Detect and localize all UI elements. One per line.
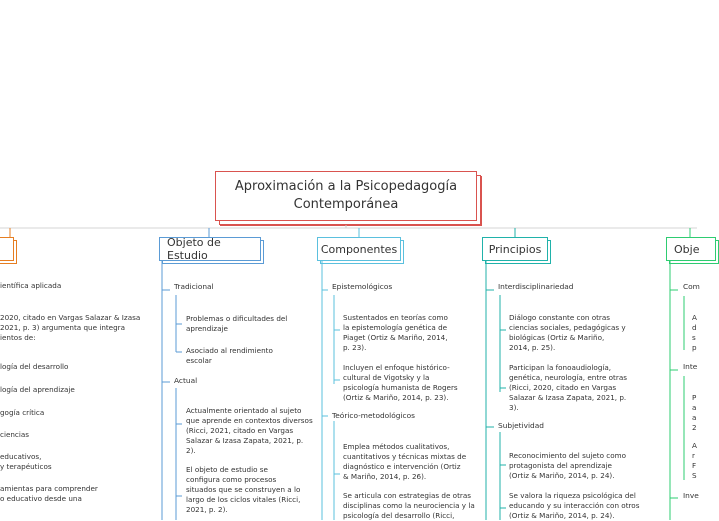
left-item-1[interactable]: 2020, citado en Vargas Salazar & Izasa 2021, p. 3) argumenta que integra ientos de: <box>0 313 140 343</box>
branch-node-objetivos[interactable] <box>666 237 716 261</box>
right-item-5[interactable]: Inve <box>683 491 699 501</box>
left-item-0[interactable]: ientífica aplicada <box>0 281 61 291</box>
subtopic-actual-1[interactable]: Actualmente orientado al sujeto que aprende en contextos diversos (Ricci, 2021, citado en Vargas Salazar & Izasa Zapata, 2021, p. 2). <box>186 406 313 456</box>
topic-tradicional[interactable]: Tradicional <box>174 282 214 292</box>
right-item-2[interactable]: Inte <box>683 362 697 372</box>
subtopic-dialogo[interactable]: Diálogo constante con otras ciencias sociales, pedagógicas y biológicas (Ortiz & Mariño, 2014, p. 25). <box>509 313 626 353</box>
branch-node-left[interactable] <box>0 237 14 261</box>
left-item-3[interactable]: logía del aprendizaje <box>0 385 75 395</box>
topic-interdisciplinariedad[interactable]: Interdisciplinariedad <box>498 282 574 292</box>
subtopic-vigotsky[interactable]: Incluyen el enfoque histórico- cultural de Vigotsky y la psicología humanista de Rogers (Ortiz & Mariño, 2014, p. 23). <box>343 363 458 403</box>
left-item-4[interactable]: gogía crítica <box>0 408 44 418</box>
branch-node-componentes[interactable] <box>317 237 401 261</box>
branch-node-principios[interactable] <box>482 237 548 261</box>
topic-teorico-metodologicos[interactable]: Teórico-metodológicos <box>332 411 415 421</box>
right-item-3[interactable]: P a a 2 <box>692 393 697 433</box>
right-item-4[interactable]: A r F S <box>692 441 697 481</box>
left-item-7[interactable]: amientas para comprender o educativo desde una <box>0 484 98 504</box>
left-item-2[interactable]: logía del desarrollo <box>0 362 68 372</box>
topic-subjetividad[interactable]: Subjetividad <box>498 421 544 431</box>
subtopic-metodos[interactable]: Emplea métodos cualitativos, cuantitativos y técnicas mixtas de diagnóstico e intervención (Ortiz & Mariño, 2014, p. 26). <box>343 442 466 482</box>
subtopic-estrategias[interactable]: Se articula con estrategias de otras disciplinas como la neurociencia y la psicología del desarrollo (Ricci, <box>343 491 475 521</box>
subtopic-riqueza[interactable]: Se valora la riqueza psicológica del educando y su interacción con otros (Ortiz & Mariño, 2014, p. 24). <box>509 491 639 521</box>
right-item-0[interactable]: Com <box>683 282 700 292</box>
branch-label-componentes: Componentes <box>321 243 397 256</box>
subtopic-piaget[interactable]: Sustentados en teorías como la epistemología genética de Piaget (Ortiz & Mariño, 2014, p. 23). <box>343 313 448 353</box>
subtopic-rendimiento[interactable]: Asociado al rendimiento escolar <box>186 346 273 366</box>
left-item-5[interactable]: ciencias <box>0 430 29 440</box>
subtopic-fonoaudiologia[interactable]: Participan la fonoaudiología, genética, neurología, entre otras (Ricci, 2020, citado en Vargas Salazar & Izasa Zapata, 2021, p. 3). <box>509 363 627 413</box>
right-item-1[interactable]: A d s p <box>692 313 697 353</box>
branch-label-objeto: Objeto de Estudio <box>167 236 253 262</box>
topic-actual[interactable]: Actual <box>174 376 197 386</box>
left-item-6[interactable]: educativos, y terapéuticos <box>0 452 52 472</box>
subtopic-problemas[interactable]: Problemas o dificultades del aprendizaje <box>186 314 287 334</box>
root-title-line1: Aproximación a la Psicopedagogía <box>235 178 457 196</box>
branch-label-objetivos: Obje <box>674 243 699 256</box>
subtopic-reconocimiento[interactable]: Reconocimiento del sujeto como protagonista del aprendizaje (Ortiz & Mariño, 2014, p. 24). <box>509 451 626 481</box>
subtopic-actual-2[interactable]: El objeto de estudio se configura como procesos situados que se construyen a lo largo de los ciclos vitales (Ricci, 2021, p. 2). <box>186 465 300 515</box>
branch-node-objeto-de-estudio[interactable] <box>159 237 261 261</box>
topic-epistemologicos[interactable]: Epistemológicos <box>332 282 392 292</box>
branch-label-principios: Principios <box>489 243 542 256</box>
root-node[interactable] <box>215 171 477 221</box>
root-title-line2: Contemporánea <box>235 196 457 214</box>
